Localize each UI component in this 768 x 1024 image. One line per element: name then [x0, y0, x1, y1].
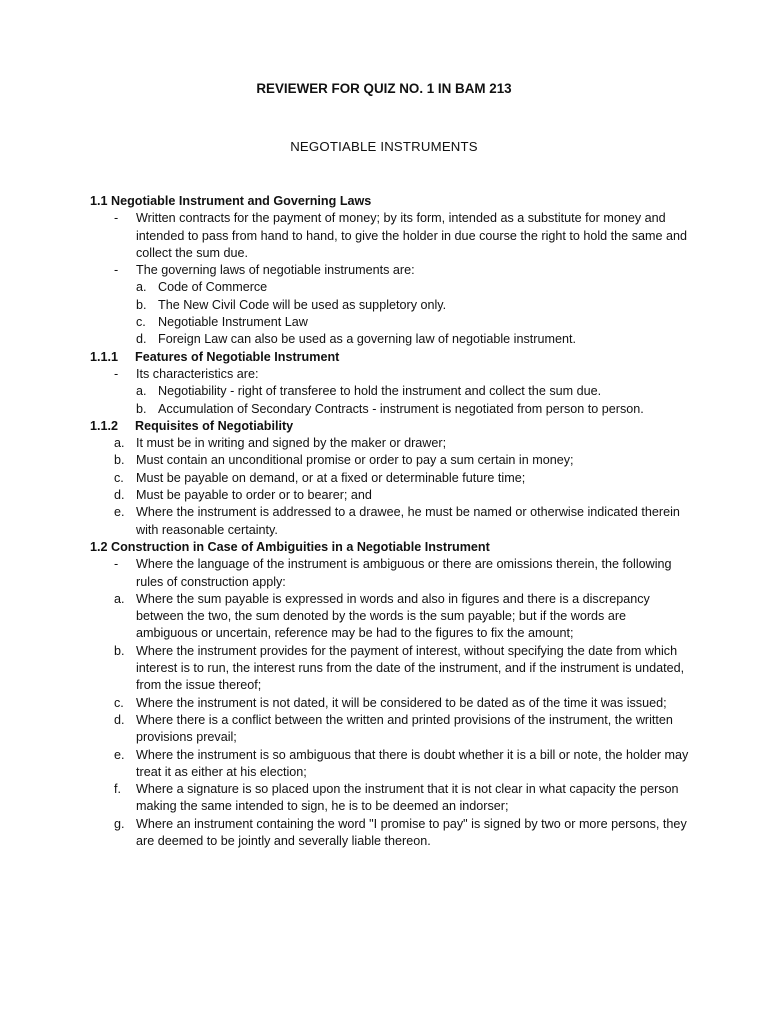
- list-marker: g.: [114, 816, 125, 831]
- list-marker: -: [114, 263, 119, 278]
- list-marker: e.: [114, 505, 125, 520]
- list-item: [90, 383, 690, 400]
- list-item: [90, 504, 690, 539]
- list-marker: d.: [136, 332, 147, 347]
- list-item: [90, 210, 690, 262]
- list-item-text: Where the instrument is addressed to a drawee, he must be named or otherwise indicated therein with reasonable certainty.: [136, 505, 680, 537]
- list-item-text: It must be in writing and signed by the maker or drawer;: [136, 436, 447, 451]
- list-item-text: Negotiability - right of transferee to hold the instrument and collect the sum due.: [158, 384, 602, 399]
- list-item-text: Where the language of the instrument is ambiguous or there are omissions therein, the following rules of construction apply:: [136, 557, 672, 589]
- list-marker: b.: [114, 643, 125, 658]
- list-item-text: Where the instrument is not dated, it will be considered to be dated as of the time it was issued;: [136, 695, 667, 710]
- list-item-text: Where an instrument containing the word "I promise to pay" is signed by two or more persons, they are deemed to be jointly and severally liable thereon.: [136, 816, 687, 848]
- list-item-text: Its characteristics are:: [136, 366, 259, 381]
- list-item-text: Where the instrument provides for the payment of interest, without specifying the date from which interest is to run, the interest runs from the date of the instrument, and if the instrument is undated, from the issue thereof;: [136, 643, 685, 693]
- list-item: [90, 279, 690, 296]
- list-marker: -: [114, 366, 119, 381]
- list-marker: b.: [136, 297, 147, 312]
- list-item-text: Must be payable on demand, or at a fixed or determinable future time;: [136, 470, 526, 485]
- list-item: [90, 452, 690, 469]
- list-marker: c.: [114, 470, 124, 485]
- list-item: [90, 556, 690, 591]
- list-item: [90, 401, 690, 418]
- list-marker: -: [114, 211, 119, 226]
- list-item-text: Foreign Law can also be used as a governing law of negotiable instrument.: [158, 332, 576, 347]
- list-marker: f.: [114, 782, 121, 797]
- list-marker: -: [114, 557, 119, 572]
- section-number: 1.1.2: [90, 418, 119, 433]
- list-item: [90, 695, 690, 712]
- list-item-text: Must contain an unconditional promise or order to pay a sum certain in money;: [136, 453, 574, 468]
- document-subtitle: NEGOTIABLE INSTRUMENTS: [290, 139, 478, 154]
- document-body: [90, 193, 690, 850]
- list-item: [90, 487, 690, 504]
- list-item-text: Written contracts for the payment of money; by its form, intended as a substitute for money and intended to pass from hand to hand, to give the holder in due course the right to hold the same and collect the sum due.: [136, 211, 687, 260]
- list-item: [90, 816, 690, 851]
- section-heading-text: Features of Negotiable Instrument: [135, 349, 340, 364]
- list-marker: a.: [114, 591, 125, 606]
- list-marker: d.: [114, 488, 125, 503]
- list-item: [90, 712, 690, 747]
- list-marker: a.: [136, 384, 147, 399]
- list-item: [90, 331, 690, 348]
- list-item: [90, 262, 690, 279]
- list-marker: c.: [114, 695, 124, 710]
- list-marker: a.: [114, 436, 125, 451]
- section-heading-1-1: 1.1 Negotiable Instrument and Governing Laws: [90, 194, 372, 208]
- list-item-text: Accumulation of Secondary Contracts - instrument is negotiated from person to person.: [158, 401, 644, 416]
- list-item: [90, 781, 690, 816]
- list-item-text: The New Civil Code will be used as suppletory only.: [158, 297, 447, 312]
- section-heading-1-1-1: [90, 349, 690, 366]
- section-heading-1-1-2: [90, 418, 690, 435]
- list-item: [90, 297, 690, 314]
- list-marker: c.: [136, 315, 146, 330]
- section-heading-1-2: 1.2 Construction in Case of Ambiguities in a Negotiable Instrument: [90, 539, 490, 554]
- list-marker: b.: [114, 453, 125, 468]
- list-item: [90, 747, 690, 782]
- list-marker: d.: [114, 712, 125, 727]
- list-item-text: The governing laws of negotiable instruments are:: [136, 263, 415, 278]
- list-marker: b.: [136, 401, 147, 416]
- list-item-text: Negotiable Instrument Law: [158, 315, 308, 330]
- list-item: [90, 435, 690, 452]
- list-item: [90, 366, 690, 383]
- document-title: REVIEWER FOR QUIZ NO. 1 IN BAM 213: [256, 81, 512, 96]
- list-item: [90, 470, 690, 487]
- list-item-text: Where the instrument is so ambiguous that there is doubt whether it is a bill or note, the holder may treat it as either at his election;: [136, 747, 689, 779]
- list-item-text: Where there is a conflict between the written and printed provisions of the instrument, the written provisions prevail;: [136, 712, 673, 745]
- list-item: [90, 591, 690, 643]
- list-item-text: Must be payable to order or to bearer; and: [136, 488, 372, 503]
- list-item: [90, 314, 690, 331]
- list-item-text: Where a signature is so placed upon the instrument that it is not clear in what capacity the person making the same intended to sign, he is to be deemed an indorser;: [136, 782, 679, 814]
- list-marker: a.: [136, 280, 147, 295]
- list-item-text: Where the sum payable is expressed in words and also in figures and there is a discrepancy between the two, the sum denoted by the words is the sum payable; but if the words are ambiguous or uncertain, reference may be had to the figures to fix the amount;: [136, 591, 650, 641]
- section-number: 1.1.1: [90, 349, 119, 364]
- list-item: [90, 643, 690, 695]
- section-heading-text: Requisites of Negotiability: [135, 418, 294, 433]
- list-item-text: Code of Commerce: [158, 280, 268, 295]
- list-marker: e.: [114, 747, 125, 762]
